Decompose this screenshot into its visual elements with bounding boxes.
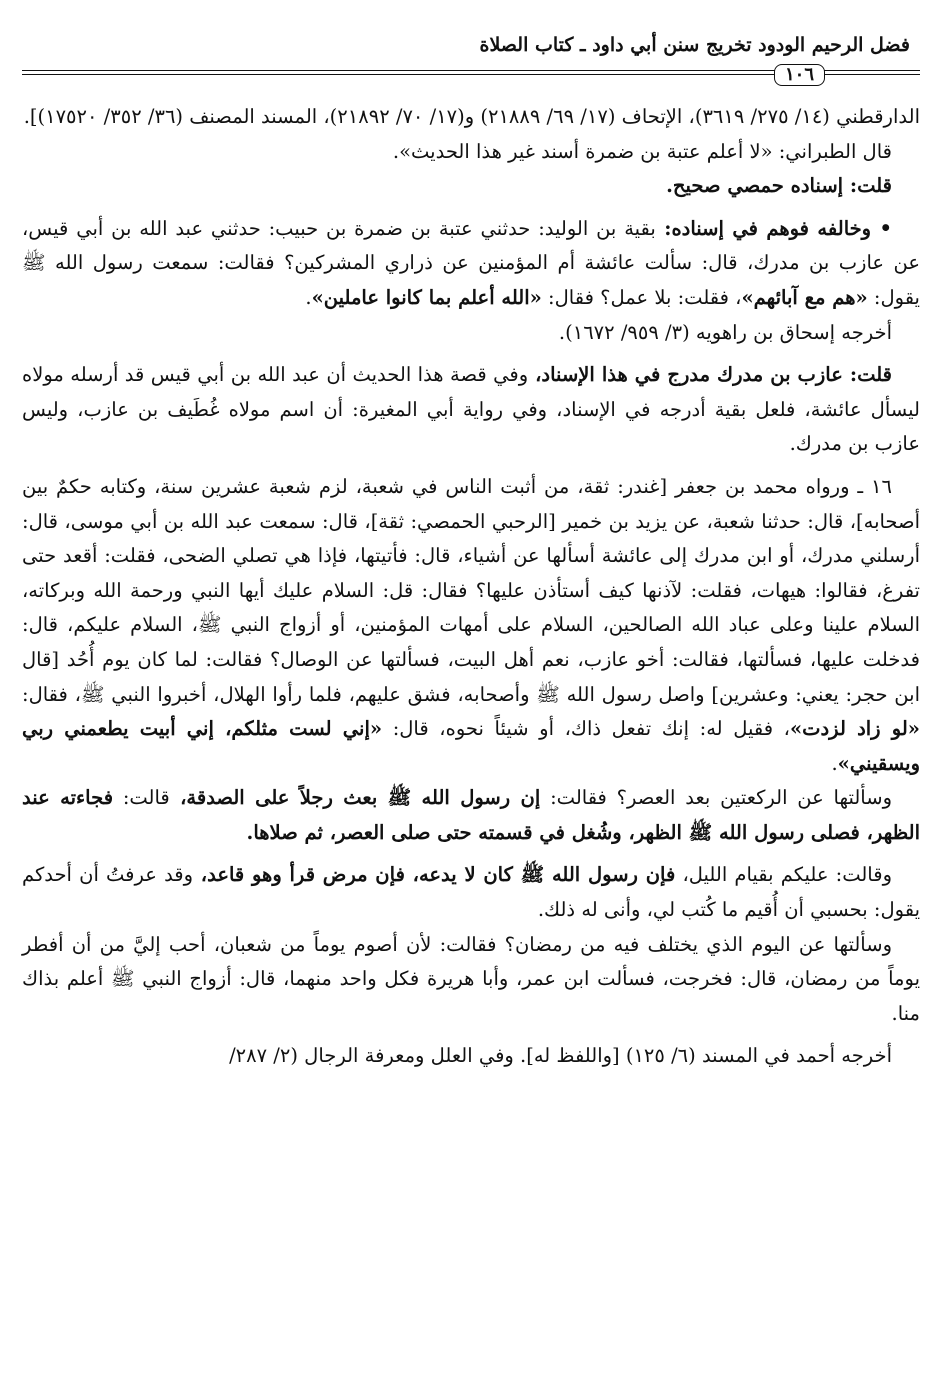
text-run: قالت: <box>113 786 170 810</box>
book-page <box>22 30 920 1360</box>
text-run: وفي قصة هذا الحديث أن عبد الله بن أبي قيس قد أرسله مولاه ليسأل عائشة، فلعل بقية أدرجه في الإسناد، وفي رواية أبي المغيرة: أن اسم مولاه غُطَيف بن عازب، وليس عازب بن مدرك. <box>22 363 920 456</box>
text-run: ، فقيل له: إنك تفعل ذاك، أو شيئاً نحوه، قال: <box>382 717 790 741</box>
bold-text: إن رسول الله ﷺ بعث رجلاً على الصدقة، <box>169 786 541 810</box>
bold-text: قلت: إسناده حمصي صحيح. <box>666 174 892 198</box>
paragraph <box>22 169 920 204</box>
bold-text: «إني لست مثلكم، إني أبيت يطعمني ربي ويسقيني» <box>22 717 920 775</box>
paragraph <box>22 316 920 351</box>
bold-text: «الله أعلم بما كانوا عاملين» <box>311 285 542 309</box>
text-run: . <box>305 285 312 309</box>
paragraph <box>22 212 920 316</box>
text-run: وسألتها عن الركعتين بعد العصر؟ فقالت: <box>540 786 893 810</box>
bold-text: قلت: عازب بن مدرك مدرج في هذا الإسناد، <box>528 363 893 387</box>
page-header <box>22 30 920 85</box>
text-run: أخرجه أحمد في المسند (٦/ ١٢٥) [واللفظ له]. وفي العلل ومعرفة الرجال (٢/ ٢٨٧/ <box>229 1044 892 1068</box>
paragraph <box>22 470 920 781</box>
bold-text: «لو زاد لزدت» <box>789 717 920 741</box>
page-number: ١٠٦ <box>774 64 825 86</box>
text-run: وسألتها عن اليوم الذي يختلف فيه من رمضان؟ فقالت: لأن أصوم يوماً من شعبان، أحب إليَّ من أن أفطر يوماً من رمضان، قال: فخرجت، فسألت ابن عمر، وأبا هريرة فكل واحد منهما، قال: أزواج النبي ﷺ أعلم بذاك منا. <box>22 932 920 1025</box>
text-run: قال الطبراني: «لا أعلم عتبة بن ضمرة أسند غير هذا الحديث». <box>392 139 892 163</box>
text-run: وقد عرفتُ أن أحدكم يقول: بحسبي أن أُقيم ما كُتب لي، وأنى له ذلك. <box>22 863 920 922</box>
text-run: وقالت: عليكم بقيام الليل، <box>675 863 892 887</box>
paragraph <box>22 781 920 850</box>
text-run: الدارقطني (١٤/ ٢٧٥/ ٣٦١٩)، الإتحاف (١٧/ ٦٩/ ٢١٨٨٩) و(١٧/ ٧٠/ ٢١٨٩٢)، المسند المصنف (٣٦/ ٣٥٢/ ١٧٥٢٠)]. <box>23 105 920 128</box>
text-run: . <box>831 751 838 775</box>
text-run: ، فقلت: بلا عمل؟ فقال: <box>541 285 742 309</box>
paragraph <box>22 100 920 135</box>
text-run: أخرجه إسحاق بن راهويه (٣/ ٩٥٩/ ١٦٧٢). <box>558 320 892 344</box>
paragraph <box>22 928 920 1032</box>
bold-text: فإن رسول الله ﷺ كان لا يدعه، فإن مرض قرأ وهو قاعد، <box>193 863 676 887</box>
paragraph <box>22 135 920 170</box>
text-run: ١٦ ـ ورواه محمد بن جعفر [غندر: ثقة، من أثبت الناس في شعبة، لزم شعبة عشرين سنة، وكتابه حكمٌ بين أصحابه]، قال: حدثنا شعبة، عن يزيد بن خمير [الرحبي الحمصي: ثقة]، قال: سمعت عبد الله بن أبي موسى، قال: أرسلني مدرك، أو ابن مدرك إلى عائشة أسألها عن أشياء، قال: فأتيتها، فإذا هي تصلي الضحى، فقلت: أقعد حتى تفرغ، فقالوا: هيهات، فقلت: لآذنها كيف أستأذن عليها؟ فقال: قل: السلام عليك أيها النبي ورحمة الله وبركاته، السلام علينا وعلى عباد الله الصالحين، السلام على أمهات المؤمنين، أو أزواج النبي ﷺ، السلام عليكم، قال: فدخلت عليها، فسألتها، فقالت: أخو عازب، نعم أهل البيت، فسألتها عن الوصال؟ فقالت: لما كان يوم أُحُد [قال ابن حجر: يعني: وعشرين] واصل رسول الله ﷺ وأصحابه، فشق عليهم، فلما رأوا الهلال، أخبروا النبي ﷺ، فقال: <box>22 474 920 706</box>
text-run: بقية بن الوليد: حدثني عتبة بن ضمرة بن حبيب: حدثني عبد الله بن أبي قيس، عن عازب بن مدرك، قال: سألت عائشة أم المؤمنين عن ذراري المشركين؟ فقالت: سمعت رسول الله ﷺ يقول: <box>22 216 920 309</box>
bold-text: «هم مع آبائهم» <box>741 285 868 309</box>
paragraph <box>22 1039 920 1074</box>
page-body <box>22 100 920 1074</box>
bold-text: فجاءته عند الظهر، فصلى رسول الله ﷺ الظهر، وشُغل في قسمته حتى صلى العصر، ثم صلاها. <box>22 786 920 844</box>
paragraph <box>22 858 920 927</box>
paragraph <box>22 358 920 462</box>
bold-text: • وخالفه فوهم في إسناده: <box>655 216 892 240</box>
running-title: فضل الرحيم الودود تخريج سنن أبي داود ـ كتاب الصلاة <box>479 34 910 56</box>
